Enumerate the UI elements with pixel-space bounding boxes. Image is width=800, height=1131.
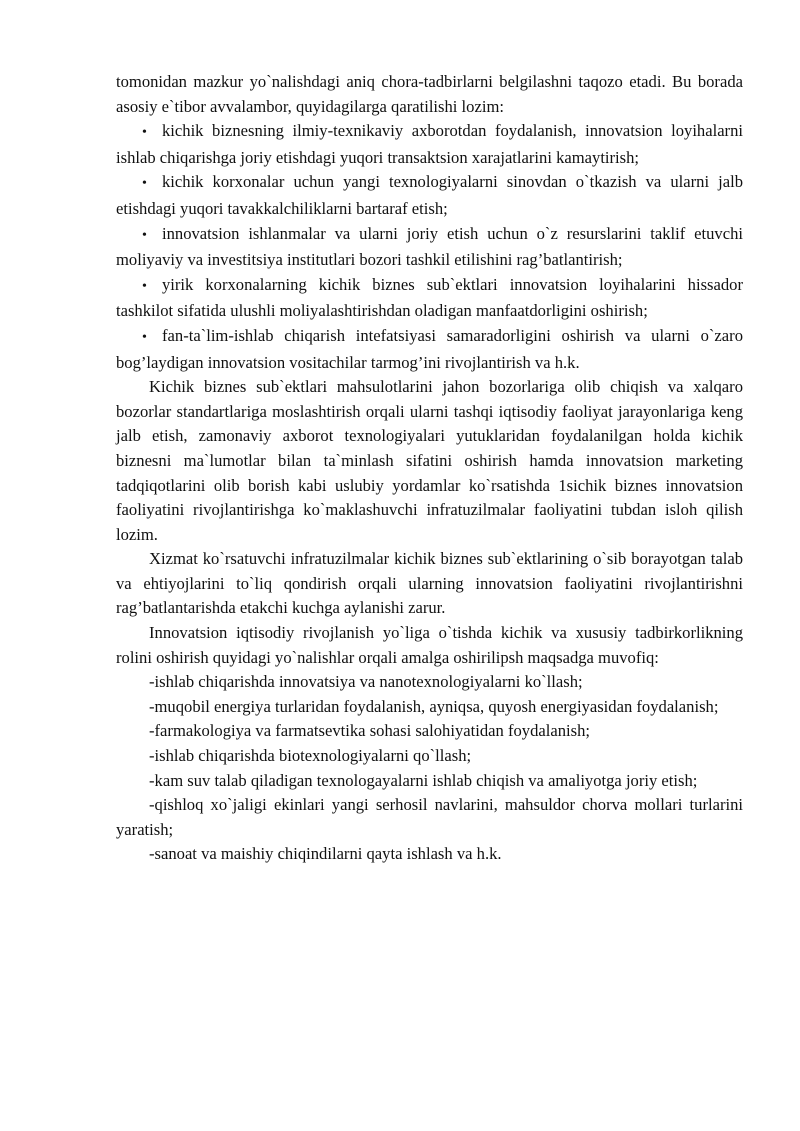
body-paragraph: Kichik biznes sub`ektlari mahsulotlarini jahon bozorlariga olib chiqish va xalqaro bozorlar standartlariga moslashtirish orqali ularni tashqi iqtisodiy faoliyat jarayonlariga keng jalb etish, zamonaviy axborot texnologiyalari yutuklaridan foydalanilgan holda kichik biznesni ma`lumotlar bilan ta`minlash sifatini oshirish hamda innovatsion marketing tadqiqotlarini olib borish kabi uslubiy yordamlar ko`rsatishda 1sichik biznes innovatsion faoliyatini rivojlantirishga ko`maklashuvchi infratuzilmalar faoliyatini tubdan isloh qilish lozim.	[116, 377, 743, 544]
intro-paragraph: tomonidan mazkur yo`nalishdagi aniq chora-tadbirlarni belgilashni taqozo etadi. Bu borada asosiy e`tibor avvalambor, quyidagilarga qaratilishi lozim:	[116, 72, 743, 116]
bullet-item	[116, 119, 743, 170]
bullet-item	[116, 273, 743, 324]
bullet-icon: •	[142, 278, 147, 294]
document-page	[116, 70, 743, 867]
bullet-item	[116, 170, 743, 221]
bullet-icon: •	[142, 125, 147, 141]
dash-list-item: -muqobil energiya turlaridan foydalanish, ayniqsa, quyosh energiyasidan foydalanish;	[149, 696, 719, 716]
dash-list-item: -ishlab chiqarishda innovatsiya va nanotexnologiyalarni ko`llash;	[149, 672, 583, 692]
bullet-text: yirik korxonalarning kichik biznes sub`ektlari innovatsion loyihalarini hissador tashkilot sifatida ulushli moliyalashtirishdan oladigan manfaatdorligini oshirish;	[116, 274, 743, 321]
bullet-text: innovatsion ishlanmalar va ularni joriy etish uchun o`z resurslarini taklif etuvchi moliyaviy va investitsiya institutlari bozori tashkil etilishini rag’batlantirish;	[116, 223, 743, 270]
bullet-text: kichik korxonalar uchun yangi texnologiyalarni sinovdan o`tkazish va ularni jalb etishdagi yuqori tavakkalchiliklarni bartaraf etish;	[116, 172, 743, 218]
dash-list-item: -farmakologiya va farmatsevtika sohasi salohiyatidan foydalanish;	[149, 721, 590, 741]
bullet-icon: •	[142, 176, 147, 192]
bullet-item	[116, 222, 743, 273]
dash-list-item: -kam suv talab qiladigan texnologayalarni ishlab chiqish va amaliyotga joriy etish;	[149, 770, 698, 790]
bullet-icon: •	[142, 329, 147, 345]
dash-list-item: -sanoat va maishiy chiqindilarni qayta ishlash va h.k.	[149, 844, 502, 864]
dash-list-item: -qishloq xo`jaligi ekinlari yangi serhosil navlarini, mahsuldor chorva mollari turlarini yaratish;	[116, 795, 743, 839]
body-paragraph: Innovatsion iqtisodiy rivojlanish yo`liga o`tishda kichik va xususiy tadbirkorlikning rolini oshirish quyidagi yo`nalishlar orqali amalga oshirilipsh maqsadga muvofiq:	[116, 623, 743, 667]
body-paragraph: Xizmat ko`rsatuvchi infratuzilmalar kichik biznes sub`ektlarining o`sib borayotgan talab va ehtiyojlarini to`liq qondirish orqali ularning innovatsion faoliyatini rivojlantirishni rag’batlantarishda etakchi kuchga aylanishi zarur.	[116, 549, 743, 618]
bullet-icon: •	[142, 227, 147, 243]
dash-list-item: -ishlab chiqarishda biotexnologiyalarni qo`llash;	[149, 746, 472, 766]
bullet-text: kichik biznesning ilmiy-texnikaviy axborotdan foydalanish, innovatsion loyihalarni ishlab chiqarishga joriy etishdagi yuqori transaktsion xarajatlarini kamaytirish;	[116, 121, 743, 167]
bullet-item	[116, 324, 743, 375]
bullet-text: fan-ta`lim-ishlab chiqarish intefatsiyasi samaradorligini oshirish va ularni o`zaro bog’laydigan innovatsion vositachilar tarmog’ini rivojlantirish va h.k.	[116, 325, 743, 372]
